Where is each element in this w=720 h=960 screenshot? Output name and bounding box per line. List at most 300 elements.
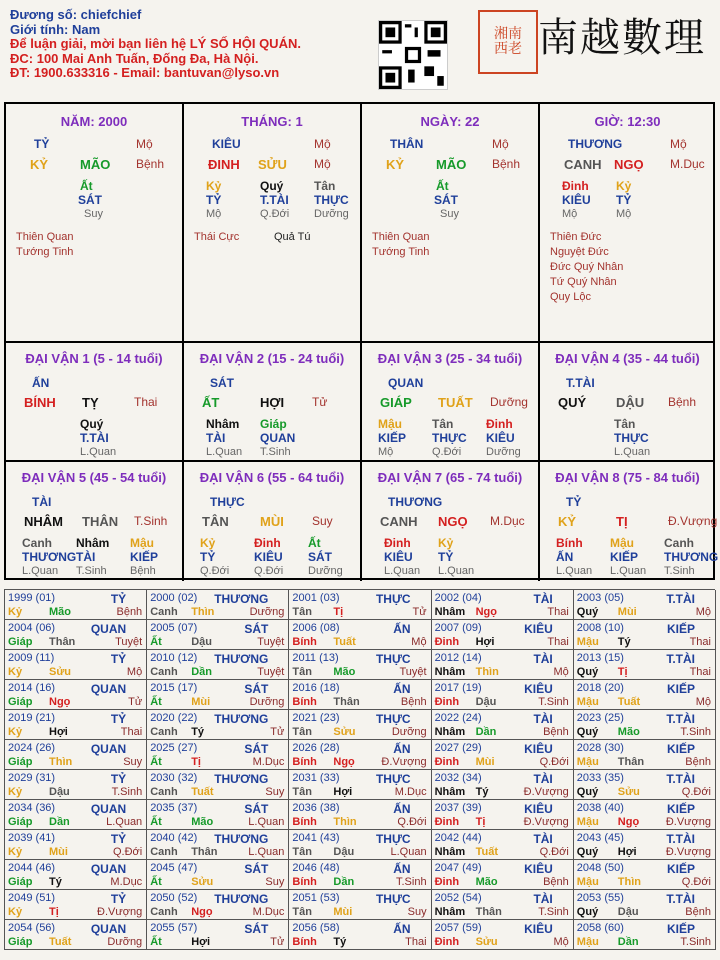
hidden-stage: L.Quan <box>438 565 475 577</box>
year-label: 2048 (50) <box>576 862 624 874</box>
year-cell <box>574 860 716 890</box>
year-branch: Mùi <box>617 606 637 618</box>
year-stage: L.Quan <box>248 846 285 858</box>
year-cell <box>147 920 289 950</box>
year-stage: M.Dục <box>110 876 143 888</box>
year-label: 2009 (11) <box>8 652 55 664</box>
year-ten-god: THỰC <box>375 712 411 726</box>
year-stem: Bính <box>292 636 317 648</box>
hidden-stem: Đinh <box>254 536 281 550</box>
year-ten-god: T.TÀI <box>666 832 695 846</box>
year-branch: Ngọ <box>617 816 640 828</box>
year-stage: Bệnh <box>543 726 569 738</box>
heavenly-stem: TÂN <box>202 514 229 529</box>
year-cell <box>147 590 289 620</box>
year-label: 2049 (51) <box>8 892 56 904</box>
year-ten-god: THƯƠNG <box>214 652 269 666</box>
year-label: 2015 (17) <box>150 682 198 694</box>
hidden-stem: Ất <box>436 179 449 193</box>
year-label: 2058 (60) <box>576 922 624 934</box>
year-branch: Hợi <box>333 786 353 798</box>
year-branch: Thìn <box>49 756 73 768</box>
year-label: 2004 (06) <box>8 622 56 634</box>
year-stem: Giáp <box>8 696 33 708</box>
ten-god: TỶ <box>34 137 50 151</box>
hidden-ten-god: KIÊU <box>486 431 515 445</box>
ten-god: THƯƠNG <box>568 137 623 151</box>
year-ten-god: THỰC <box>375 592 411 606</box>
pillar-title: GIỜ: 12:30 <box>594 114 661 129</box>
heavenly-stem: KỶ <box>386 157 405 172</box>
year-stem: Giáp <box>8 816 33 828</box>
year-ten-god: TÀI <box>533 892 553 906</box>
dai-van-title: ĐẠI VẬN 1 (5 - 14 tuổi) <box>25 351 163 366</box>
year-branch: Tị <box>333 606 344 618</box>
year-stage: Bệnh <box>685 906 711 918</box>
hidden-stage: Dưỡng <box>486 446 521 458</box>
year-cell <box>147 710 289 740</box>
ten-god: SÁT <box>210 376 234 390</box>
year-stem: Quý <box>576 606 599 618</box>
year-stem: Đinh <box>434 636 460 648</box>
year-stage: L.Quan <box>390 846 427 858</box>
year-ten-god: ẤN <box>393 742 411 756</box>
year-stem: Đinh <box>434 816 460 828</box>
hidden-stem: Nhâm <box>206 417 240 431</box>
year-stem: Giáp <box>8 876 33 888</box>
year-stem: Đinh <box>434 936 460 948</box>
heavenly-stem: ẤT <box>202 395 220 410</box>
year-ten-god: QUAN <box>90 802 127 816</box>
hidden-stage: L.Quan <box>384 565 421 577</box>
year-stem: Bính <box>292 696 317 708</box>
year-cell <box>432 770 574 800</box>
year-cell <box>289 800 431 830</box>
seal-stamp: 湘南 西老 <box>478 10 538 74</box>
year-label: 2005 (07) <box>150 622 198 634</box>
stage: Dưỡng <box>490 395 528 409</box>
heavenly-stem: CANH <box>380 514 418 529</box>
year-label: 2003 (05) <box>576 592 624 604</box>
year-ten-god: QUAN <box>90 862 127 876</box>
hidden-stem: Mậu <box>610 536 634 550</box>
year-label: 2002 (04) <box>434 592 482 604</box>
hidden-ten-god: TỶ <box>438 550 454 564</box>
stage: Mộ <box>314 157 331 171</box>
year-stage: Đ.Vượng <box>665 816 711 828</box>
heavenly-stem: NHÂM <box>24 514 63 529</box>
year-branch: Sửu <box>49 666 72 678</box>
year-label: 2054 (56) <box>8 922 56 934</box>
hidden-stem: Kỷ <box>438 536 454 550</box>
label: Giới tính: <box>10 21 69 37</box>
hidden-ten-god: THỰC <box>614 431 649 445</box>
year-label: 2011 (13) <box>292 652 339 664</box>
year-stem: Tân <box>292 666 312 678</box>
ten-god: T.TÀI <box>566 376 595 390</box>
year-stem: Tân <box>292 786 312 798</box>
year-stem: Đinh <box>434 876 460 888</box>
year-branch: Mão <box>191 816 214 828</box>
year-ten-god: TÀI <box>533 652 553 666</box>
year-stage: Dưỡng <box>249 606 285 618</box>
year-stage: Bệnh <box>116 606 143 618</box>
hidden-stem: Kỷ <box>206 179 222 193</box>
stage: Mộ <box>314 137 331 151</box>
ten-god: TÀI <box>32 495 52 509</box>
year-stem: Bính <box>292 936 317 948</box>
year-branch: Sửu <box>475 936 498 948</box>
year-ten-god: THỰC <box>375 772 411 786</box>
year-cell <box>289 680 431 710</box>
year-stage: Suy <box>123 756 143 768</box>
hidden-stem: Quý <box>80 417 104 431</box>
hidden-ten-god: SÁT <box>78 193 102 207</box>
shen-sha: Quy Lộc <box>550 291 591 303</box>
hidden-ten-god: T.TÀI <box>80 431 109 445</box>
year-stage: Dưỡng <box>249 696 285 708</box>
year-label: 2041 (43) <box>292 832 340 844</box>
year-branch: Mùi <box>49 846 68 858</box>
year-cell <box>432 860 574 890</box>
year-stem: Mậu <box>576 876 599 888</box>
year-stem: Bính <box>292 876 317 888</box>
year-cell <box>5 920 147 950</box>
year-cell <box>574 770 716 800</box>
year-branch: Tị <box>49 906 59 918</box>
year-stage: Tuyệt <box>115 636 143 648</box>
year-label: 2036 (38) <box>292 802 340 814</box>
year-stage: M.Dục <box>394 786 427 798</box>
year-branch: Ngọ <box>49 696 71 708</box>
year-stem: Quý <box>576 906 599 918</box>
ten-god: THỰC <box>210 495 245 509</box>
year-ten-god: T.TÀI <box>666 652 695 666</box>
year-label: 2046 (48) <box>292 862 340 874</box>
year-ten-god: TỶ <box>110 652 127 666</box>
year-ten-god: KIẾP <box>666 742 695 756</box>
year-stem: Quý <box>576 726 599 738</box>
year-cell <box>432 830 574 860</box>
stage: Bệnh <box>492 157 521 171</box>
year-label: 2029 (31) <box>8 772 56 784</box>
shen-sha: Thiên Đức <box>550 231 602 243</box>
brand-title: 南越數理 <box>538 15 706 61</box>
year-ten-god: KIÊU <box>524 922 553 936</box>
hidden-ten-god: KIẾP <box>610 550 639 564</box>
stage: Đ.Vượng <box>668 514 718 528</box>
chart-grid <box>4 102 719 580</box>
heavenly-stem: ĐINH <box>208 157 240 172</box>
stage: M.Dục <box>670 157 705 171</box>
pillar-cell <box>540 104 715 343</box>
year-label: 2016 (18) <box>292 682 340 694</box>
year-label: 2012 (14) <box>434 652 482 664</box>
year-stem: Quý <box>576 786 599 798</box>
year-stage: Thai <box>120 726 143 738</box>
shen-sha: Nguyệt Đức <box>550 246 609 258</box>
year-stem: Canh <box>150 786 178 798</box>
hidden-stage: Mộ <box>206 208 222 220</box>
earthly-branch: NGỌ <box>438 514 468 529</box>
heavenly-stem: KỶ <box>30 157 49 172</box>
year-cell <box>432 800 574 830</box>
year-ten-god: ẤN <box>393 802 411 816</box>
year-stage: Q.Đới <box>539 756 569 768</box>
year-ten-god: QUAN <box>90 922 127 936</box>
year-stage: Q.Đới <box>681 876 711 888</box>
dai-van-cell <box>362 462 540 581</box>
year-cell <box>147 860 289 890</box>
year-branch: Tý <box>475 786 489 798</box>
pillar-title: NGÀY: 22 <box>420 114 480 129</box>
year-branch: Dần <box>333 876 355 888</box>
year-branch: Dậu <box>191 636 212 648</box>
year-branch: Sửu <box>333 726 356 738</box>
phone-line: ĐT: 1900.633316 - Email: bantuvan@lyso.vn <box>10 65 280 80</box>
year-branch: Thìn <box>475 666 499 678</box>
hidden-ten-god: SÁT <box>308 550 332 564</box>
year-label: 2008 (10) <box>576 622 624 634</box>
year-cell <box>574 590 716 620</box>
hidden-stage: L.Quan <box>22 565 59 577</box>
dai-van-cell <box>540 462 719 581</box>
year-ten-god: QUAN <box>90 622 127 636</box>
year-ten-god: T.TÀI <box>666 712 695 726</box>
hidden-stem: Kỷ <box>200 536 216 550</box>
year-stage: M.Dục <box>252 756 285 768</box>
year-cell <box>289 710 431 740</box>
year-branch: Thân <box>191 846 218 858</box>
year-branch: Mùi <box>475 756 495 768</box>
year-stem: Kỷ <box>8 786 23 798</box>
dai-van-title: ĐẠI VẬN 5 (45 - 54 tuổi) <box>21 470 167 485</box>
hidden-stage: L.Quan <box>556 565 593 577</box>
year-stage: L.Quan <box>248 816 285 828</box>
year-stem: Tân <box>292 606 312 618</box>
hidden-ten-god: KIÊU <box>384 550 413 564</box>
year-branch: Thân <box>49 636 76 648</box>
year-ten-god: THƯƠNG <box>214 772 269 786</box>
year-stage: Tử <box>128 696 143 708</box>
year-stem: Giáp <box>8 936 33 948</box>
year-ten-god: THƯƠNG <box>214 712 269 726</box>
year-stem: Đinh <box>434 756 460 768</box>
year-ten-god: KIÊU <box>524 862 553 876</box>
year-cell <box>147 800 289 830</box>
year-branch: Tuất <box>475 846 498 858</box>
shen-sha: Quả Tú <box>274 231 311 243</box>
year-cell <box>289 770 431 800</box>
year-stem: Kỷ <box>8 606 23 618</box>
year-label: 2057 (59) <box>434 922 482 934</box>
year-stem: Nhâm <box>434 606 466 618</box>
year-ten-god: SÁT <box>244 682 269 696</box>
year-ten-god: THỰC <box>375 832 411 846</box>
year-branch: Tý <box>191 726 205 738</box>
year-stage: Tuyệt <box>257 666 285 678</box>
year-branch: Tý <box>617 636 631 648</box>
contact-line: Để luận giải, mời bạn liên hệ LÝ SỐ HỘI QUÁN. <box>10 36 301 51</box>
year-ten-god: KIẾP <box>666 862 695 876</box>
stage: Suy <box>312 514 333 528</box>
year-cell <box>432 680 574 710</box>
year-stage: Bệnh <box>400 696 427 708</box>
year-ten-god: SÁT <box>244 742 269 756</box>
year-stage: Tử <box>270 726 285 738</box>
shen-sha: Tứ Quý Nhân <box>550 276 617 288</box>
qr-code <box>378 20 448 90</box>
year-label: 2053 (55) <box>576 892 624 904</box>
shen-sha: Thiên Quan <box>16 231 74 243</box>
year-branch: Sửu <box>617 786 640 798</box>
year-label: 2020 (22) <box>150 712 198 724</box>
year-stage: Tuyệt <box>399 666 427 678</box>
hidden-stem: Mậu <box>378 417 402 431</box>
year-label: 2052 (54) <box>434 892 482 904</box>
year-stem: Nhâm <box>434 666 466 678</box>
dai-van-cell <box>540 343 715 462</box>
year-ten-god: SÁT <box>244 922 269 936</box>
year-ten-god: TỶ <box>110 772 127 786</box>
year-stem: Nhâm <box>434 846 466 858</box>
hidden-ten-god: TÀI <box>206 431 226 445</box>
year-label: 2021 (23) <box>292 712 340 724</box>
heavenly-stem: GIÁP <box>380 395 412 410</box>
hidden-stem: Tân <box>614 417 636 431</box>
year-ten-god: T.TÀI <box>666 892 695 906</box>
hidden-stem: Nhâm <box>76 536 110 550</box>
year-ten-god: THƯƠNG <box>214 892 269 906</box>
year-ten-god: THỰC <box>375 652 411 666</box>
year-stem: Mậu <box>576 696 599 708</box>
year-ten-god: SÁT <box>244 802 269 816</box>
year-cell <box>5 590 147 620</box>
year-label: 2034 (36) <box>8 802 56 814</box>
dai-van-cell <box>362 343 540 462</box>
year-stem: Mậu <box>576 816 599 828</box>
earthly-branch: NGỌ <box>614 157 644 172</box>
year-stem: Canh <box>150 846 178 858</box>
stage: Bệnh <box>136 157 165 171</box>
year-stage: Mộ <box>695 606 711 618</box>
year-cell <box>289 860 431 890</box>
year-ten-god: SÁT <box>244 622 269 636</box>
annual-table <box>4 589 715 950</box>
year-cell <box>289 830 431 860</box>
year-stage: Mộ <box>411 636 427 648</box>
year-stage: T.Sinh <box>680 936 711 948</box>
year-branch: Tuất <box>191 786 214 798</box>
pillar-cell <box>362 104 540 343</box>
earthly-branch: TỴ <box>82 395 99 410</box>
year-cell <box>289 590 431 620</box>
year-cell <box>289 650 431 680</box>
year-branch: Dần <box>617 936 639 948</box>
year-stage: Q.Đới <box>397 816 427 828</box>
year-ten-god: KIẾP <box>666 922 695 936</box>
year-stem: Ất <box>150 816 162 828</box>
year-stem: Ất <box>150 756 162 768</box>
year-cell <box>289 890 431 920</box>
year-label: 2007 (09) <box>434 622 482 634</box>
earthly-branch: THÂN <box>82 514 119 529</box>
year-cell <box>5 680 147 710</box>
year-stage: Đ.Vượng <box>97 906 143 918</box>
year-stem: Canh <box>150 606 178 618</box>
hidden-stage: L.Quan <box>80 446 117 458</box>
year-cell <box>574 740 716 770</box>
hidden-ten-god: TỶ <box>206 193 222 207</box>
year-cell <box>5 890 147 920</box>
year-branch: Mùi <box>191 696 211 708</box>
pillar-cell <box>184 104 362 343</box>
year-stage: T.Sinh <box>538 906 569 918</box>
year-cell <box>574 890 716 920</box>
year-ten-god: KIÊU <box>524 742 553 756</box>
year-ten-god: KIÊU <box>524 622 553 636</box>
year-stage: Dưỡng <box>391 726 427 738</box>
hidden-stage: Suy <box>84 208 103 220</box>
hidden-stem: Ất <box>308 536 321 550</box>
year-ten-god: KIẾP <box>666 622 695 636</box>
year-branch: Ngọ <box>475 606 497 618</box>
stage: Thai <box>134 395 158 409</box>
year-ten-god: TÀI <box>533 832 553 846</box>
year-stage: Thai <box>689 636 711 648</box>
year-label: 2033 (35) <box>576 772 624 784</box>
year-stage: T.Sinh <box>396 876 427 888</box>
year-ten-god: ẤN <box>393 682 411 696</box>
year-label: 2022 (24) <box>434 712 482 724</box>
year-branch: Thân <box>617 756 645 768</box>
year-stage: Tử <box>270 936 285 948</box>
hidden-ten-god: TỶ <box>616 193 632 207</box>
year-stem: Bính <box>292 756 317 768</box>
year-stem: Ất <box>150 696 162 708</box>
year-label: 1999 (01) <box>8 592 56 604</box>
year-cell <box>574 620 716 650</box>
shen-sha: Thái Cực <box>194 231 240 243</box>
year-branch: Ngọ <box>191 906 213 918</box>
dai-van-cell <box>6 343 184 462</box>
year-cell <box>289 740 431 770</box>
hidden-stage: Mộ <box>562 208 578 220</box>
hidden-ten-god: KIẾP <box>378 431 407 445</box>
year-ten-god: TỶ <box>110 832 127 846</box>
stage: T.Sinh <box>134 514 168 528</box>
year-stage: T.Sinh <box>538 696 569 708</box>
year-ten-god: KIÊU <box>524 682 553 696</box>
year-stage: Mộ <box>126 666 143 678</box>
hidden-ten-god: THƯƠNG <box>664 550 719 564</box>
hidden-stage: Mộ <box>616 208 632 220</box>
header-info <box>10 8 301 81</box>
hidden-ten-god: THỰC <box>432 431 467 445</box>
year-branch: Sửu <box>191 876 214 888</box>
year-label: 2017 (19) <box>434 682 482 694</box>
hidden-stage: Dưỡng <box>314 208 349 220</box>
hidden-stage: T.Sinh <box>664 565 695 577</box>
year-stem: Mậu <box>576 636 599 648</box>
hidden-stem: Bính <box>556 536 583 550</box>
year-branch: Tuất <box>49 936 72 948</box>
hidden-stem: Mậu <box>130 536 154 550</box>
year-branch: Tị <box>191 756 201 768</box>
hidden-stem: Canh <box>664 536 694 550</box>
hidden-stage: L.Quan <box>614 446 651 458</box>
year-label: 2043 (45) <box>576 832 624 844</box>
